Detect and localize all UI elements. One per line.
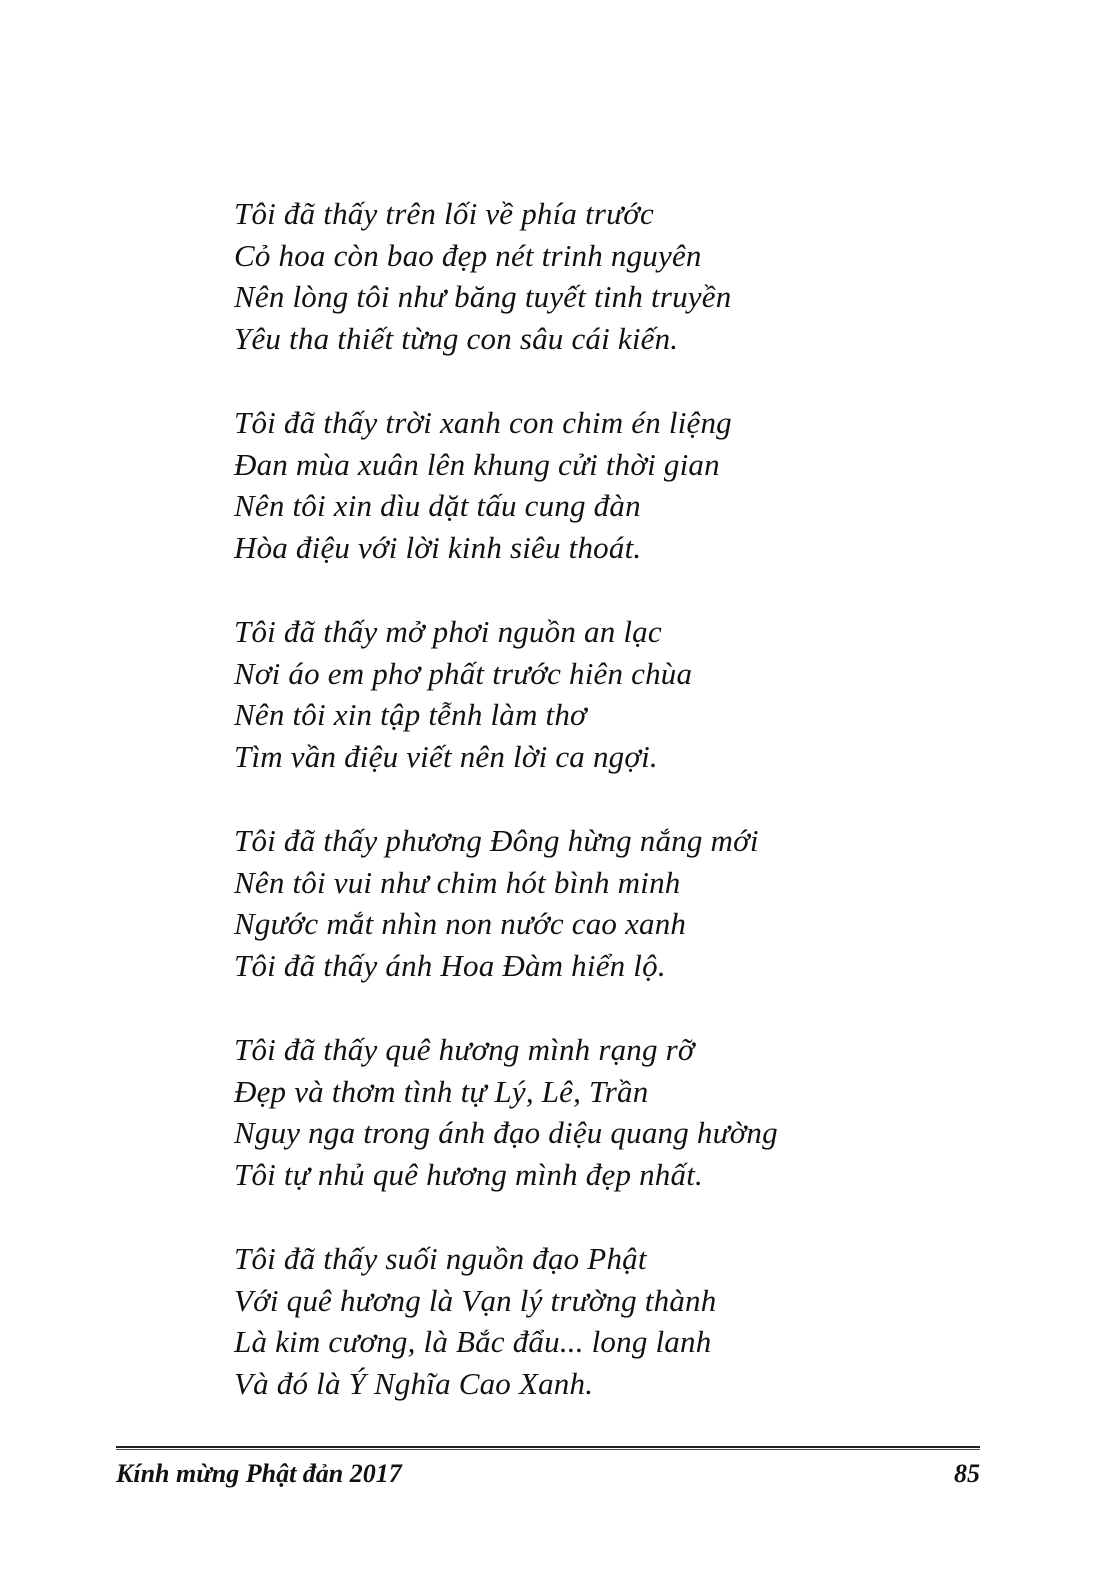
poem-line: Nơi áo em phơ phất trước hiên chùa	[234, 655, 693, 691]
poem-line: Nên tôi vui như chim hót bình minh	[234, 864, 681, 900]
footer-title: Kính mừng Phật đản 2017	[116, 1459, 402, 1488]
poem-line: Đan mùa xuân lên khung cửi thời gian	[234, 446, 720, 482]
stanza	[234, 820, 934, 986]
poem-line: Nguy nga trong ánh đạo diệu quang hường	[234, 1115, 778, 1150]
footer-divider	[116, 1446, 980, 1450]
stanza	[234, 402, 934, 568]
stanza	[234, 611, 934, 777]
poem-line: Tôi đã thấy ánh Hoa Đàm hiển lộ.	[234, 947, 666, 983]
poem-line: Tôi đã thấy trên lối về phía trước	[234, 196, 654, 231]
poem-line: Tôi đã thấy trời xanh con chim én liệng	[234, 405, 732, 440]
poem-line: Tôi tự nhủ quê hương mình đẹp nhất.	[234, 1156, 703, 1192]
page-number: 85	[954, 1459, 980, 1488]
poem-line: Hòa điệu với lời kinh siêu thoát.	[234, 529, 642, 565]
poem-line: Yêu tha thiết từng con sâu cái kiến.	[234, 320, 679, 356]
poem-line: Ngước mắt nhìn non nước cao xanh	[234, 906, 687, 941]
poem-line: Và đó là Ý Nghĩa Cao Xanh.	[234, 1365, 594, 1401]
poem-line: Tôi đã thấy mở phơi nguồn an lạc	[234, 614, 662, 649]
poem-line: Tôi đã thấy suối nguồn đạo Phật	[234, 1241, 647, 1276]
poem-line: Là kim cương, là Bắc đẩu... long lanh	[234, 1324, 712, 1359]
poem-line: Tôi đã thấy quê hương mình rạng rỡ	[234, 1032, 695, 1067]
poem-line: Nên tôi xin tập tễnh làm thơ	[234, 697, 587, 732]
stanza	[234, 193, 934, 359]
poem-line: Đẹp và thơm tình tự Lý, Lê, Trần	[234, 1073, 649, 1109]
stanza	[234, 1029, 934, 1195]
poem-line: Với quê hương là Vạn lý trường thành	[234, 1282, 717, 1318]
poem-line: Tìm vần điệu viết nên lời ca ngợi.	[234, 738, 658, 774]
poem-body	[234, 193, 934, 1447]
poem-line: Nên tôi xin dìu dặt tấu cung đàn	[234, 488, 641, 523]
stanza	[234, 1238, 934, 1404]
poem-line: Tôi đã thấy phương Đông hừng nắng mới	[234, 823, 759, 858]
poem-line: Cỏ hoa còn bao đẹp nét trinh nguyên	[234, 237, 702, 273]
poem-line: Nên lòng tôi như băng tuyết tinh truyền	[234, 279, 732, 314]
